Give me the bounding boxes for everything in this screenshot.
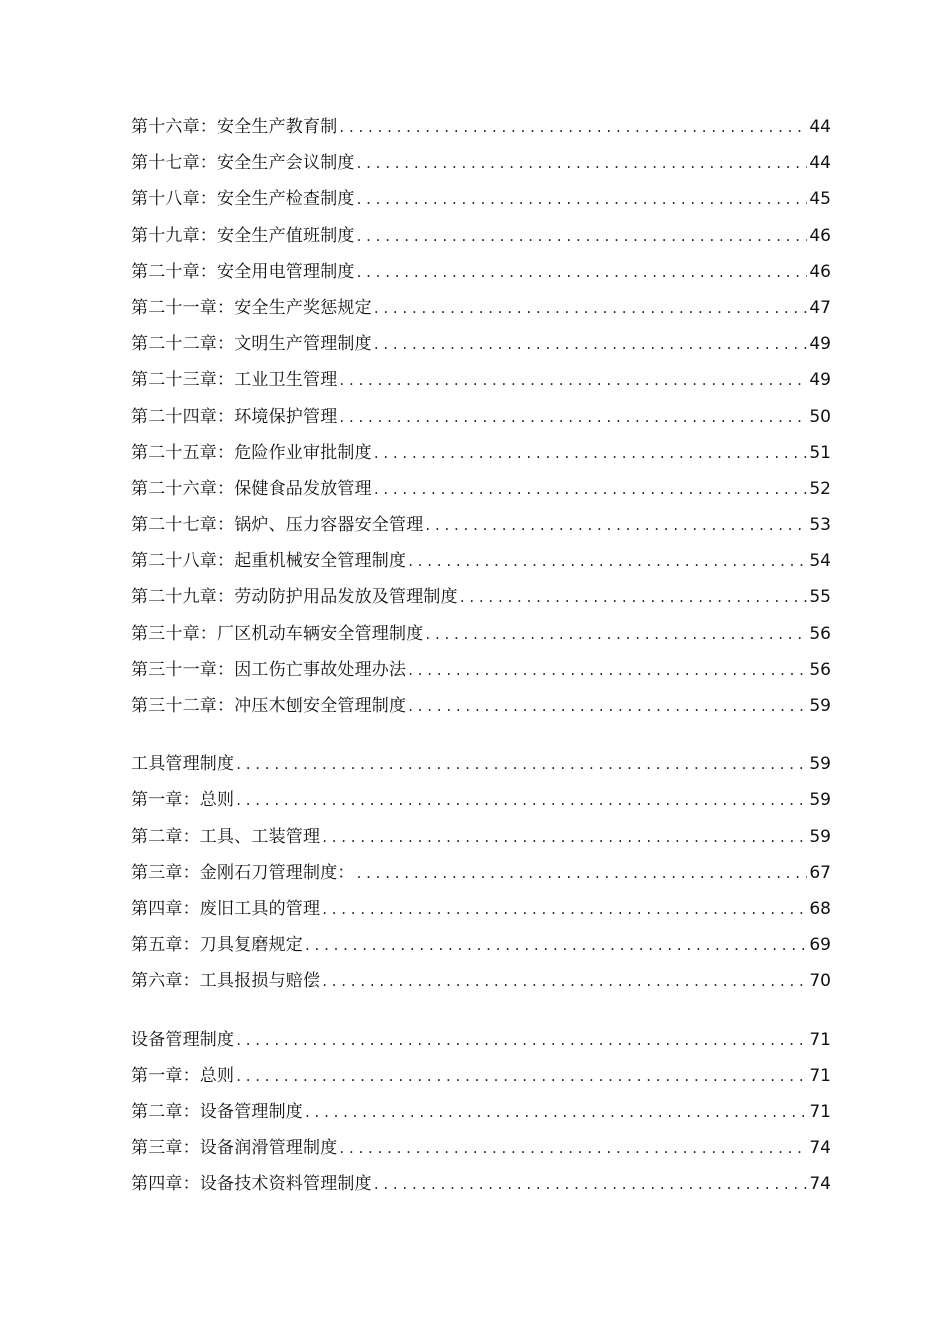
toc-entry-page: 56 <box>809 659 831 680</box>
toc-entry[interactable] <box>131 1130 831 1166</box>
toc-dot-leader <box>339 1130 807 1166</box>
toc-group-equipment <box>131 1022 831 1203</box>
toc-entry[interactable] <box>131 579 831 615</box>
toc-entry-page: 51 <box>809 442 831 463</box>
toc-entry[interactable] <box>131 688 831 724</box>
toc-entry-page: 44 <box>809 117 831 137</box>
toc-entry-title: 第五章：刀具复磨规定 <box>131 935 303 956</box>
toc-entry-page: 50 <box>809 406 831 427</box>
toc-entry-page: 74 <box>809 1174 831 1195</box>
toc-entry[interactable] <box>131 891 831 927</box>
toc-entry[interactable] <box>131 145 831 181</box>
toc-entry[interactable] <box>131 652 831 688</box>
toc-entry[interactable] <box>131 1058 831 1094</box>
toc-entry-page: 46 <box>809 261 831 282</box>
toc-dot-leader <box>408 688 807 724</box>
toc-entry-title: 第三章：金刚石刀管理制度： <box>131 862 355 883</box>
toc-entry-page: 59 <box>809 790 831 811</box>
toc-entry-title: 第二十五章：危险作业审批制度 <box>131 442 372 463</box>
toc-dot-leader <box>339 109 807 145</box>
toc-entry-title: 第十八章：安全生产检查制度 <box>131 189 355 210</box>
toc-entry-page: 45 <box>809 189 831 210</box>
toc-dot-leader <box>357 855 807 891</box>
toc-entry-title: 第六章：工具报损与赔偿 <box>131 971 321 992</box>
toc-entry-title: 第三十章：厂区机动车辆安全管理制度 <box>131 623 424 644</box>
toc-entry-title: 第二章：设备管理制度 <box>131 1101 303 1122</box>
toc-entry-page: 71 <box>809 1101 831 1122</box>
toc-entry[interactable] <box>131 399 831 435</box>
toc-entry[interactable] <box>131 1166 831 1202</box>
toc-entry-title: 第四章：废旧工具的管理 <box>131 898 321 919</box>
toc-entry-title: 第三十二章：冲压木刨安全管理制度 <box>131 696 407 716</box>
toc-entry-page: 53 <box>809 515 831 536</box>
toc-entry-page: 56 <box>809 623 831 644</box>
toc-entry[interactable] <box>131 543 831 579</box>
toc-dot-leader <box>322 819 807 855</box>
toc-dot-leader <box>460 579 807 615</box>
toc-entry[interactable] <box>131 1022 831 1058</box>
toc-entry-title: 第三章：设备润滑管理制度 <box>131 1138 338 1159</box>
toc-entry-page: 68 <box>809 898 831 919</box>
toc-entry[interactable] <box>131 507 831 543</box>
toc-entry[interactable] <box>131 471 831 507</box>
toc-entry-title: 第一章：总则 <box>131 790 235 811</box>
toc-entry-title: 第二十一章：安全生产奖惩规定 <box>131 297 372 318</box>
toc-entry-title: 第二十章：安全用电管理制度 <box>131 261 355 282</box>
toc-entry[interactable] <box>131 616 831 652</box>
toc-group-tools <box>131 746 831 999</box>
toc-entry-title: 第二十四章：环境保护管理 <box>131 406 338 427</box>
toc-entry[interactable] <box>131 435 831 471</box>
toc-entry-page: 69 <box>809 935 831 956</box>
toc-group-safety <box>131 109 831 724</box>
toc-entry-title: 第二十八章：起重机械安全管理制度 <box>131 551 407 572</box>
toc-entry-title: 第二十六章：保健食品发放管理 <box>131 478 372 499</box>
toc-entry-page: 67 <box>809 862 831 883</box>
toc-dot-leader <box>374 435 807 471</box>
toc-entry[interactable] <box>131 819 831 855</box>
toc-entry[interactable] <box>131 1094 831 1130</box>
toc-dot-leader <box>357 181 807 217</box>
toc-dot-leader <box>236 782 807 818</box>
toc-entry[interactable] <box>131 181 831 217</box>
toc-dot-leader <box>357 145 807 181</box>
toc-entry-page: 49 <box>809 370 831 391</box>
toc-entry-page: 44 <box>809 153 831 174</box>
toc-entry-title: 工具管理制度 <box>131 754 235 775</box>
toc-entry-title: 第十九章：安全生产值班制度 <box>131 225 355 246</box>
toc-dot-leader <box>339 362 807 398</box>
toc-entry[interactable] <box>131 362 831 398</box>
toc-entry-title: 第二十三章：工业卫生管理 <box>131 370 338 391</box>
toc-entry-page: 59 <box>809 754 831 775</box>
toc-dot-leader <box>305 927 807 963</box>
toc-dot-leader <box>374 290 807 326</box>
toc-entry-title: 第二十七章：锅炉、压力容器安全管理 <box>131 515 424 536</box>
toc-entry[interactable] <box>131 963 831 999</box>
toc-dot-leader <box>374 326 807 362</box>
toc-dot-leader <box>374 471 807 507</box>
toc-dot-leader <box>322 963 807 999</box>
toc-entry-title: 第二十二章：文明生产管理制度 <box>131 334 372 355</box>
toc-entry[interactable] <box>131 782 831 818</box>
toc-entry-page: 55 <box>809 587 831 608</box>
toc-entry-page: 59 <box>809 826 831 847</box>
toc-entry-title: 第二章：工具、工装管理 <box>131 826 321 847</box>
toc-entry[interactable] <box>131 326 831 362</box>
toc-dot-leader <box>236 746 807 782</box>
toc-entry[interactable] <box>131 927 831 963</box>
toc-entry-page: 47 <box>809 297 831 318</box>
toc-dot-leader <box>374 1166 807 1202</box>
toc-entry-page: 54 <box>809 551 831 572</box>
toc-entry-title: 第十六章：安全生产教育制 <box>131 117 338 137</box>
toc-entry[interactable] <box>131 855 831 891</box>
toc-entry-page: 71 <box>809 1029 831 1050</box>
toc-entry[interactable] <box>131 218 831 254</box>
toc-entry-page: 71 <box>809 1065 831 1086</box>
toc-dot-leader <box>408 543 807 579</box>
toc-entry-title: 设备管理制度 <box>131 1029 235 1050</box>
toc-entry-title: 第二十九章：劳动防护用品发放及管理制度 <box>131 587 458 608</box>
toc-entry-page: 49 <box>809 334 831 355</box>
table-of-contents <box>131 109 831 1202</box>
toc-entry-title: 第三十一章：因工伤亡事故处理办法 <box>131 659 407 680</box>
toc-dot-leader <box>357 254 807 290</box>
toc-entry-page: 52 <box>809 478 831 499</box>
toc-entry[interactable] <box>131 290 831 326</box>
toc-dot-leader <box>357 218 807 254</box>
toc-entry-title: 第十七章：安全生产会议制度 <box>131 153 355 174</box>
toc-dot-leader <box>425 507 807 543</box>
toc-dot-leader <box>236 1022 807 1058</box>
toc-dot-leader <box>236 1058 807 1094</box>
toc-dot-leader <box>322 891 807 927</box>
toc-entry[interactable] <box>131 254 831 290</box>
toc-entry-page: 70 <box>809 971 831 992</box>
toc-dot-leader <box>425 616 807 652</box>
toc-entry-page: 59 <box>809 696 831 716</box>
toc-entry-page: 46 <box>809 225 831 246</box>
toc-entry[interactable] <box>131 746 831 782</box>
toc-dot-leader <box>305 1094 807 1130</box>
toc-entry-title: 第四章：设备技术资料管理制度 <box>131 1174 372 1195</box>
toc-dot-leader <box>408 652 807 688</box>
toc-dot-leader <box>339 399 807 435</box>
toc-entry[interactable] <box>131 109 831 145</box>
toc-entry-title: 第一章：总则 <box>131 1065 235 1086</box>
toc-entry-page: 74 <box>809 1138 831 1159</box>
